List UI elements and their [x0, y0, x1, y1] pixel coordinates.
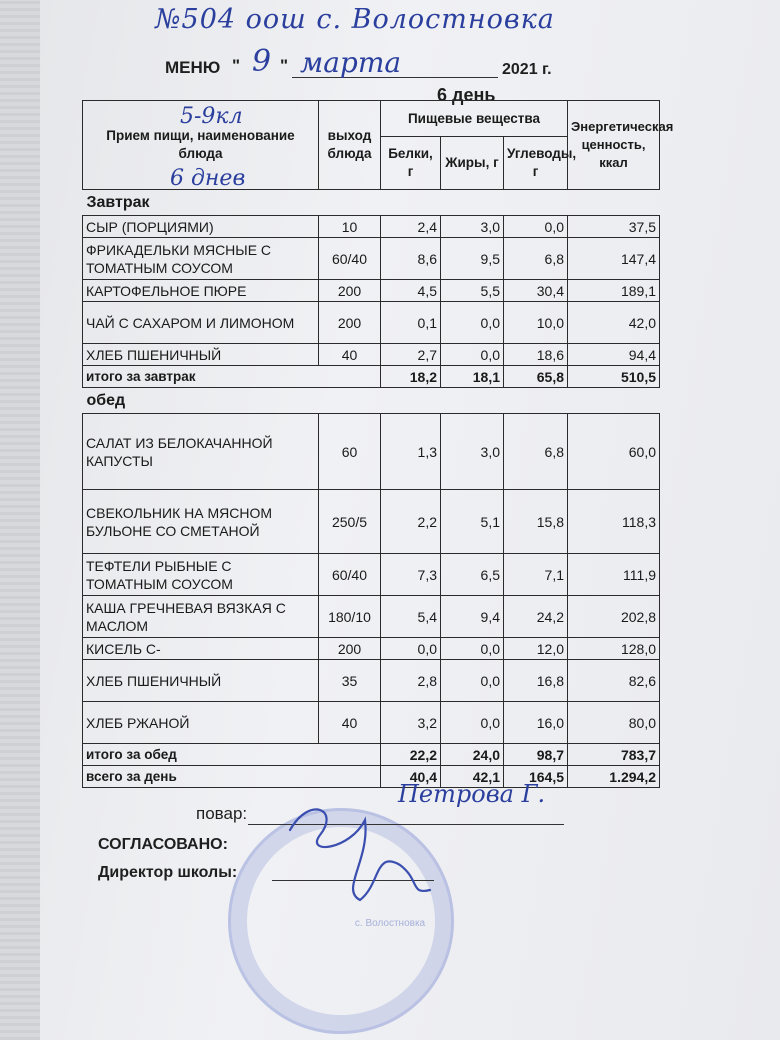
dish-yield: 40 — [319, 702, 381, 744]
dish-energy: 202,8 — [568, 596, 660, 638]
day-total-fat: 42,1 — [441, 766, 504, 788]
lunch-total-carbs: 98,7 — [504, 744, 568, 766]
dish-fat: 0,0 — [441, 702, 504, 744]
menu-label: МЕНЮ — [165, 58, 221, 77]
dish-yield: 60/40 — [319, 554, 381, 596]
dish-fat: 3,0 — [441, 414, 504, 490]
dish-energy: 82,6 — [568, 660, 660, 702]
day-number: 9 — [252, 44, 272, 79]
dish-yield: 180/10 — [319, 596, 381, 638]
breakfast-title: Завтрак — [86, 193, 150, 211]
dish-name: СЫР (ПОРЦИЯМИ) — [83, 216, 319, 238]
table-row — [83, 302, 660, 344]
dish-protein: 2,7 — [381, 344, 441, 366]
dish-carbs: 12,0 — [504, 638, 568, 660]
dish-name: КАРТОФЕЛЬНОЕ ПЮРЕ — [83, 280, 319, 302]
dish-protein: 2,4 — [381, 216, 441, 238]
col-meal-label: Прием пищи, наименование блюда — [106, 128, 295, 161]
dish-energy: 111,9 — [568, 554, 660, 596]
table-row — [83, 596, 660, 638]
dish-carbs: 18,6 — [504, 344, 568, 366]
dish-name: КИСЕЛЬ С- — [83, 638, 319, 660]
dish-energy: 189,1 — [568, 280, 660, 302]
dish-name: ЧАЙ С САХАРОМ И ЛИМОНОМ — [83, 302, 319, 344]
col-yield-header: выход блюда — [319, 101, 381, 190]
director-label: Директор школы: — [98, 864, 238, 881]
dish-energy: 94,4 — [568, 344, 660, 366]
day-total-label: всего за день — [83, 766, 381, 788]
dish-fat: 0,0 — [441, 344, 504, 366]
breakfast-total-energy: 510,5 — [568, 366, 660, 388]
lunch-title: обед — [86, 391, 126, 409]
dish-energy: 37,5 — [568, 216, 660, 238]
lunch-total-energy: 783,7 — [568, 744, 660, 766]
dish-name: КАША ГРЕЧНЕВАЯ ВЯЗКАЯ С МАСЛОМ — [83, 596, 319, 638]
dish-carbs: 15,8 — [504, 490, 568, 554]
day-total-protein: 40,4 — [381, 766, 441, 788]
day-total-energy: 1.294,2 — [568, 766, 660, 788]
lunch-total-fat: 24,0 — [441, 744, 504, 766]
table-row — [83, 238, 660, 280]
menu-table — [82, 100, 674, 788]
table-row — [83, 344, 660, 366]
dish-energy: 147,4 — [568, 238, 660, 280]
dish-protein: 3,2 — [381, 702, 441, 744]
breakfast-total-carbs: 65,8 — [504, 366, 568, 388]
dish-protein: 1,3 — [381, 414, 441, 490]
col-fat-header: Жиры, г — [441, 137, 504, 190]
dish-carbs: 24,2 — [504, 596, 568, 638]
dish-carbs: 0,0 — [504, 216, 568, 238]
dish-carbs: 16,0 — [504, 702, 568, 744]
dish-yield: 60/40 — [319, 238, 381, 280]
dish-yield: 200 — [319, 638, 381, 660]
dish-yield: 10 — [319, 216, 381, 238]
dish-energy: 80,0 — [568, 702, 660, 744]
quote-open: " — [232, 56, 241, 75]
dish-yield: 60 — [319, 414, 381, 490]
dish-carbs: 10,0 — [504, 302, 568, 344]
dish-fat: 5,5 — [441, 280, 504, 302]
month: марта — [300, 46, 402, 79]
table-row — [83, 660, 660, 702]
dish-name: ТЕФТЕЛИ РЫБНЫЕ С ТОМАТНЫМ СОУСОМ — [83, 554, 319, 596]
lunch-total-label: итого за обед — [83, 744, 381, 766]
year: 2021 г. — [502, 61, 552, 78]
dish-yield: 40 — [319, 344, 381, 366]
dish-fat: 0,0 — [441, 302, 504, 344]
dish-name: ХЛЕБ РЖАНОЙ — [83, 702, 319, 744]
lunch-rows — [83, 414, 660, 744]
dish-protein: 7,3 — [381, 554, 441, 596]
dish-yield: 250/5 — [319, 490, 381, 554]
day-total-carbs: 164,5 — [504, 766, 568, 788]
age-note-2: 6 днев — [170, 166, 246, 191]
dish-fat: 0,0 — [441, 660, 504, 702]
day-title: 6 день — [437, 85, 496, 105]
table-row — [83, 216, 660, 238]
dish-name: ФРИКАДЕЛЬКИ МЯСНЫЕ С ТОМАТНЫМ СОУСОМ — [83, 238, 319, 280]
approved-label: СОГЛАСОВАНО: — [98, 836, 228, 853]
col-protein-header: Белки, г — [381, 137, 441, 190]
dish-energy: 118,3 — [568, 490, 660, 554]
breakfast-total-fat: 18,1 — [441, 366, 504, 388]
col-energy-header: Энергетическая ценность, ккал — [568, 101, 660, 190]
dish-carbs: 7,1 — [504, 554, 568, 596]
dish-name: ХЛЕБ ПШЕНИЧНЫЙ — [83, 344, 319, 366]
dish-fat: 9,4 — [441, 596, 504, 638]
dish-protein: 2,2 — [381, 490, 441, 554]
dish-protein: 4,5 — [381, 280, 441, 302]
cook-label: повар: — [196, 804, 248, 823]
col-nutrients-header: Пищевые вещества — [381, 101, 568, 137]
cook-name: Петрова Г. — [398, 780, 546, 808]
signature-scribble — [270, 790, 490, 910]
school-name: №504 оош с. Волостновка — [155, 4, 555, 35]
dish-carbs: 6,8 — [504, 238, 568, 280]
table-row — [83, 490, 660, 554]
table-row — [83, 554, 660, 596]
dish-name: СВЕКОЛЬНИК НА МЯСНОМ БУЛЬОНЕ СО СМЕТАНОЙ — [83, 490, 319, 554]
dish-yield: 200 — [319, 302, 381, 344]
dish-energy: 60,0 — [568, 414, 660, 490]
dish-name: ХЛЕБ ПШЕНИЧНЫЙ — [83, 660, 319, 702]
dish-fat: 6,5 — [441, 554, 504, 596]
dish-carbs: 30,4 — [504, 280, 568, 302]
breakfast-total-protein: 18,2 — [381, 366, 441, 388]
dish-energy: 42,0 — [568, 302, 660, 344]
dish-protein: 0,1 — [381, 302, 441, 344]
dish-protein: 5,4 — [381, 596, 441, 638]
quote-close: " — [280, 56, 289, 75]
table-row — [83, 414, 660, 490]
breakfast-total-label: итого за завтрак — [83, 366, 381, 388]
dish-carbs: 6,8 — [504, 414, 568, 490]
dish-fat: 5,1 — [441, 490, 504, 554]
dish-protein: 2,8 — [381, 660, 441, 702]
col-carbs-header: Углеводы, г — [504, 137, 568, 190]
dish-protein: 8,6 — [381, 238, 441, 280]
age-note-1: 5-9кл — [180, 104, 243, 129]
dish-name: САЛАТ ИЗ БЕЛОКАЧАННОЙ КАПУСТЫ — [83, 414, 319, 490]
stamp-text: с. Волостновка — [354, 918, 426, 929]
dish-fat: 9,5 — [441, 238, 504, 280]
breakfast-rows — [83, 216, 660, 366]
dish-fat: 3,0 — [441, 216, 504, 238]
dish-carbs: 16,8 — [504, 660, 568, 702]
table-row — [83, 638, 660, 660]
lunch-total-protein: 22,2 — [381, 744, 441, 766]
table-row — [83, 280, 660, 302]
dish-energy: 128,0 — [568, 638, 660, 660]
dish-protein: 0,0 — [381, 638, 441, 660]
dish-yield: 35 — [319, 660, 381, 702]
dish-fat: 0,0 — [441, 638, 504, 660]
dish-yield: 200 — [319, 280, 381, 302]
table-row — [83, 702, 660, 744]
